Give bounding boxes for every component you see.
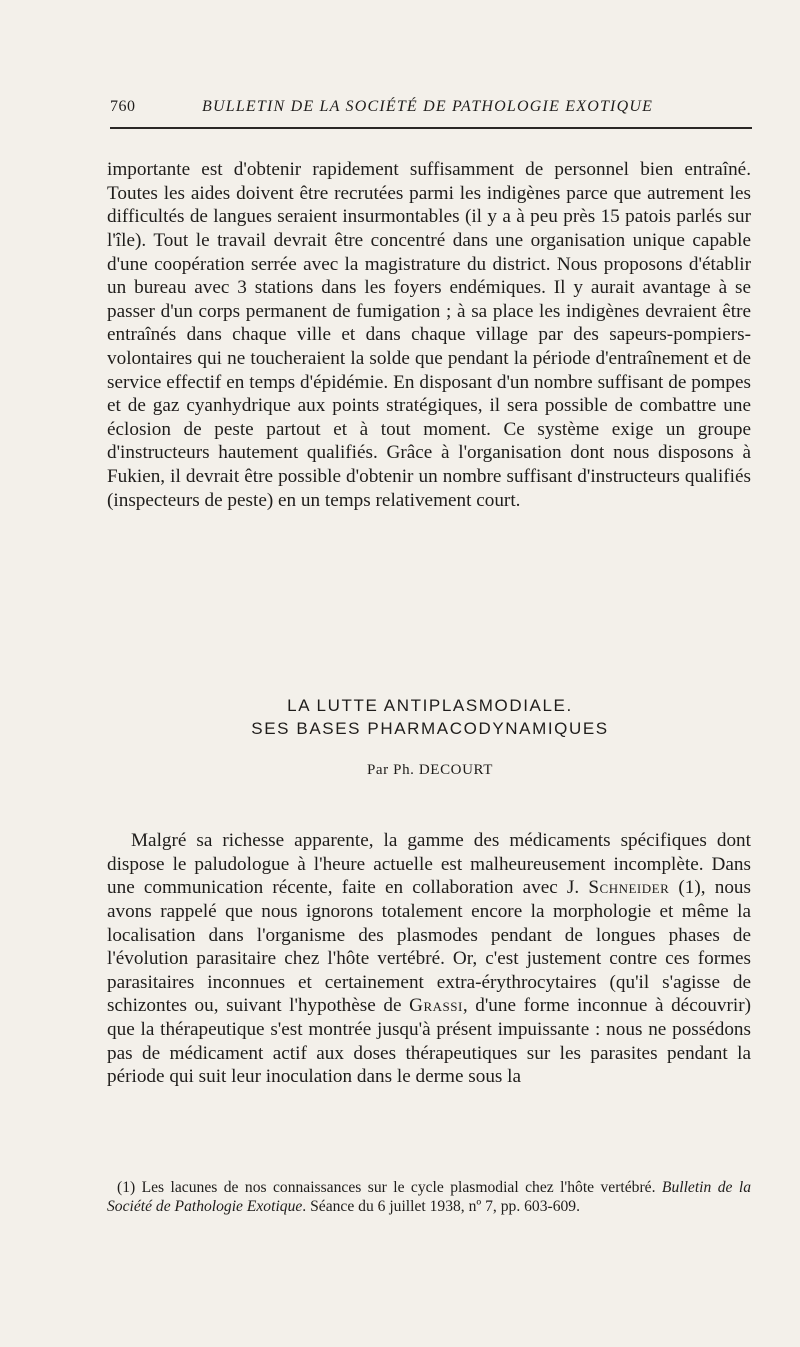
- article-byline: Par Ph. DECOURT: [366, 762, 494, 778]
- article-title: [110, 694, 750, 740]
- footnote: [107, 1178, 751, 1217]
- paragraph-continuation: importante est d'obtenir rapidement suffisamment de personnel bien entraîné. Toutes les aides doivent être recrutées parmi les indigènes parce que autrement les difficultés de langues seraient insurmontables (il y a à peu près 15 patois parlés sur l'île). Tout le travail devrait être concentré dans une organisation unique capable d'une coopération serrée avec la magistrature du district. Nous proposons d'établir un bureau avec 3 stations dans les foyers endémiques. Il y aurait avantage à se passer d'un corps permanent de fumigation ; à sa place les indigènes devraient être entraînés dans chaque ville et dans chaque village par des sapeurs-pompiers-volontaires qui ne toucheraient la solde que pendant la période d'entraînement et de service effectif en temps d'épidémie. En disposant d'un nombre suffisant de pompes et de gaz cyanhydrique aux points stratégiques, il sera possible de combattre une éclosion de peste partout et à tout moment. Ce système exige un groupe d'instructeurs hautement qualifiés. Grâce à l'organisation dont nous disposons à Fukien, il devrait être possible d'obtenir un nombre suffisant d'instructeurs qualifiés (inspecteurs de peste) en un temps relativement court.: [107, 159, 751, 511]
- paragraph-intro-part-a: Malgré sa richesse apparente, la gamme des médicaments spécifiques dont dispose le paludologue à l'heure actuelle est malheureusement incomplète. Dans une communication récente, faite en collaboration avec J.: [107, 830, 751, 899]
- running-title: BULLETIN DE LA SOCIÉTÉ DE PATHOLOGIE EXOTIQUE: [202, 98, 654, 115]
- paragraph-intro-part-b: (1), nous avons rappelé que nous ignorons totalement encore la morphologie et même la localisation dans l'organisme des plasmodes pendant de longues phases de l'évolution parasitaire chez l'hôte vertébré. Or, c'est justement contre ces formes parasitaires inconnues et certainement extra-érythrocytaires (qu'il s'agisse de schizontes ou, suivant l'hypothèse de: [107, 877, 751, 1017]
- header-rule: [110, 127, 752, 129]
- article-title-line-2: SES BASES PHARMACODYNAMIQUES: [251, 719, 609, 738]
- footnote-part-a: (1) Les lacunes de nos connaissances sur le cycle plasmodial chez l'hôte vertébré.: [117, 1178, 662, 1196]
- page-number: 760: [110, 98, 136, 115]
- author-name-schneider: Schneider: [588, 877, 670, 899]
- footnote-part-b: . Séance du 6 juillet 1938, nº 7, pp. 603-609.: [302, 1198, 580, 1216]
- paragraph-intro-part-c: , d'une forme inconnue à découvrir) que la thérapeutique s'est montrée jusqu'à présent impuissante : nous ne possédons pas de médicament actif aux doses thérapeutiques sur les parasites pendant la période qui suit leur inoculation dans le derme sous la: [107, 995, 751, 1088]
- paragraph-intro: [107, 829, 751, 1089]
- footnote-journal: Bulletin de la Société de Pathologie Exotique: [107, 1178, 751, 1216]
- article-title-line-1: LA LUTTE ANTIPLASMODIALE.: [287, 696, 573, 715]
- author-name-grassi: Grassi: [409, 995, 463, 1017]
